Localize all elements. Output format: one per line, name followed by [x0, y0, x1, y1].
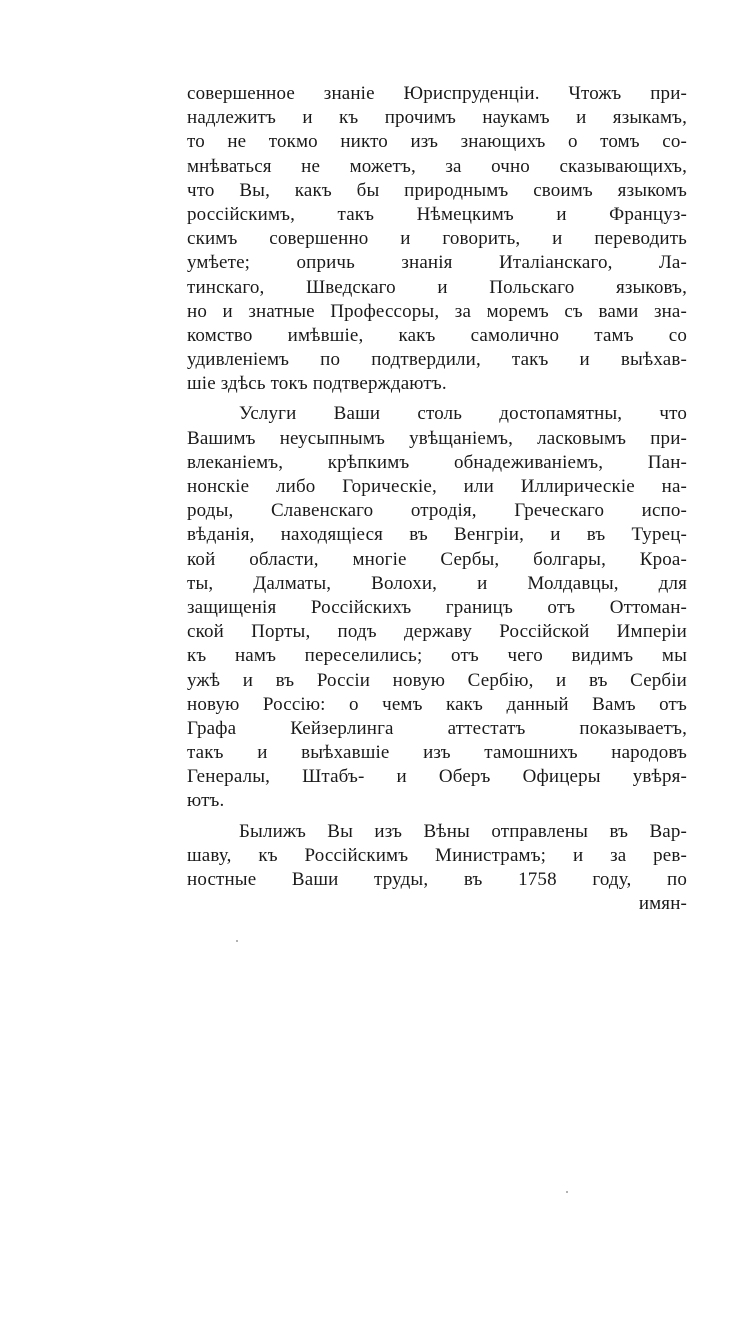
text-line: ты, Далматы, Волохи, и Молдавцы, для — [187, 572, 687, 594]
text-line: ютъ. — [187, 790, 225, 812]
text-line: умѣете; опричь знанія Италіанскаго, Ла- — [187, 252, 687, 274]
text-line: новую Россію: о чемъ какъ данный Вамъ отъ — [187, 693, 687, 715]
text-line: ностные Ваши труды, въ 1758 году, по — [187, 869, 687, 890]
text-line: влеканіемъ, крѣпкимъ обнадеживаніемъ, Пан- — [187, 451, 687, 473]
text-line: надлежитъ и къ прочимъ наукамъ и языкамъ, — [187, 107, 687, 129]
paragraph-3 — [187, 820, 687, 893]
catchword: имян- — [638, 893, 687, 915]
text-line: кой области, многіе Сербы, болгары, Кроа- — [187, 548, 687, 570]
text-line: скимъ совершенно и говорить, и переводить — [187, 228, 687, 250]
text-line: Графа Кейзерлинга аттестатъ показываетъ, — [187, 717, 687, 739]
text-line: что Вы, какъ бы природнымъ своимъ языкомъ — [187, 179, 687, 201]
text-line: Генералы, Штабъ- и Оберъ Офицеры увѣря- — [187, 766, 687, 788]
text-line: мнѣваться не можетъ, за очно сказывающихъ, — [187, 155, 687, 177]
text-line: то не токмо никто изъ знающихъ о томъ со- — [187, 131, 687, 153]
text-line: защищенія Россійскихъ границъ отъ Оттоман- — [187, 596, 687, 618]
text-line: такъ и выѣхавшіе изъ тамошнихъ народовъ — [187, 742, 687, 764]
page-text — [187, 82, 687, 916]
text-line: комство имѣвшіе, какъ самолично тамъ со — [187, 324, 687, 346]
text-line: удивленіемъ по подтвердили, такъ и выѣхав- — [187, 349, 687, 371]
text-line: но и знатные Профессоры, за моремъ съ вами зна- — [187, 300, 687, 322]
text-line: Услуги Ваши столь достопамятны, что — [239, 403, 687, 425]
text-line: роды, Славенскаго отродія, Греческаго испо- — [187, 500, 687, 522]
text-line: совершенное знаніе Юриспруденціи. Чтожъ при- — [187, 83, 687, 104]
text-line: къ намъ переселились; отъ чего видимъ мы — [187, 645, 687, 667]
text-line: шіе здѣсь токъ подтверждаютъ. — [187, 373, 447, 395]
text-line: нонскіе либо Горическіе, или Иллирическіе на- — [187, 476, 687, 497]
text-line: вѣданія, находящіеся въ Венгріи, и въ Турец- — [187, 524, 687, 546]
text-line: Вашимъ неусыпнымъ увѣщаніемъ, ласковымъ при- — [187, 427, 687, 449]
text-line: ужѣ и въ Россіи новую Сербію, и въ Сербіи — [187, 669, 687, 691]
scan-speck — [566, 1191, 568, 1193]
text-line: тинскаго, Шведскаго и Польскаго языковъ, — [187, 276, 687, 298]
scan-speck — [236, 940, 238, 942]
text-line: россійскимъ, такъ Нѣмецкимъ и Француз- — [187, 203, 687, 225]
paragraph-2 — [187, 402, 687, 813]
text-line: ской Порты, подъ державу Россійской Имперіи — [187, 621, 687, 643]
text-line: Былижъ Вы изъ Вѣны отправлены въ Вар- — [239, 820, 687, 842]
text-line: шаву, къ Россійскимъ Министрамъ; и за рев- — [187, 844, 687, 866]
paragraph-1 — [187, 82, 687, 396]
